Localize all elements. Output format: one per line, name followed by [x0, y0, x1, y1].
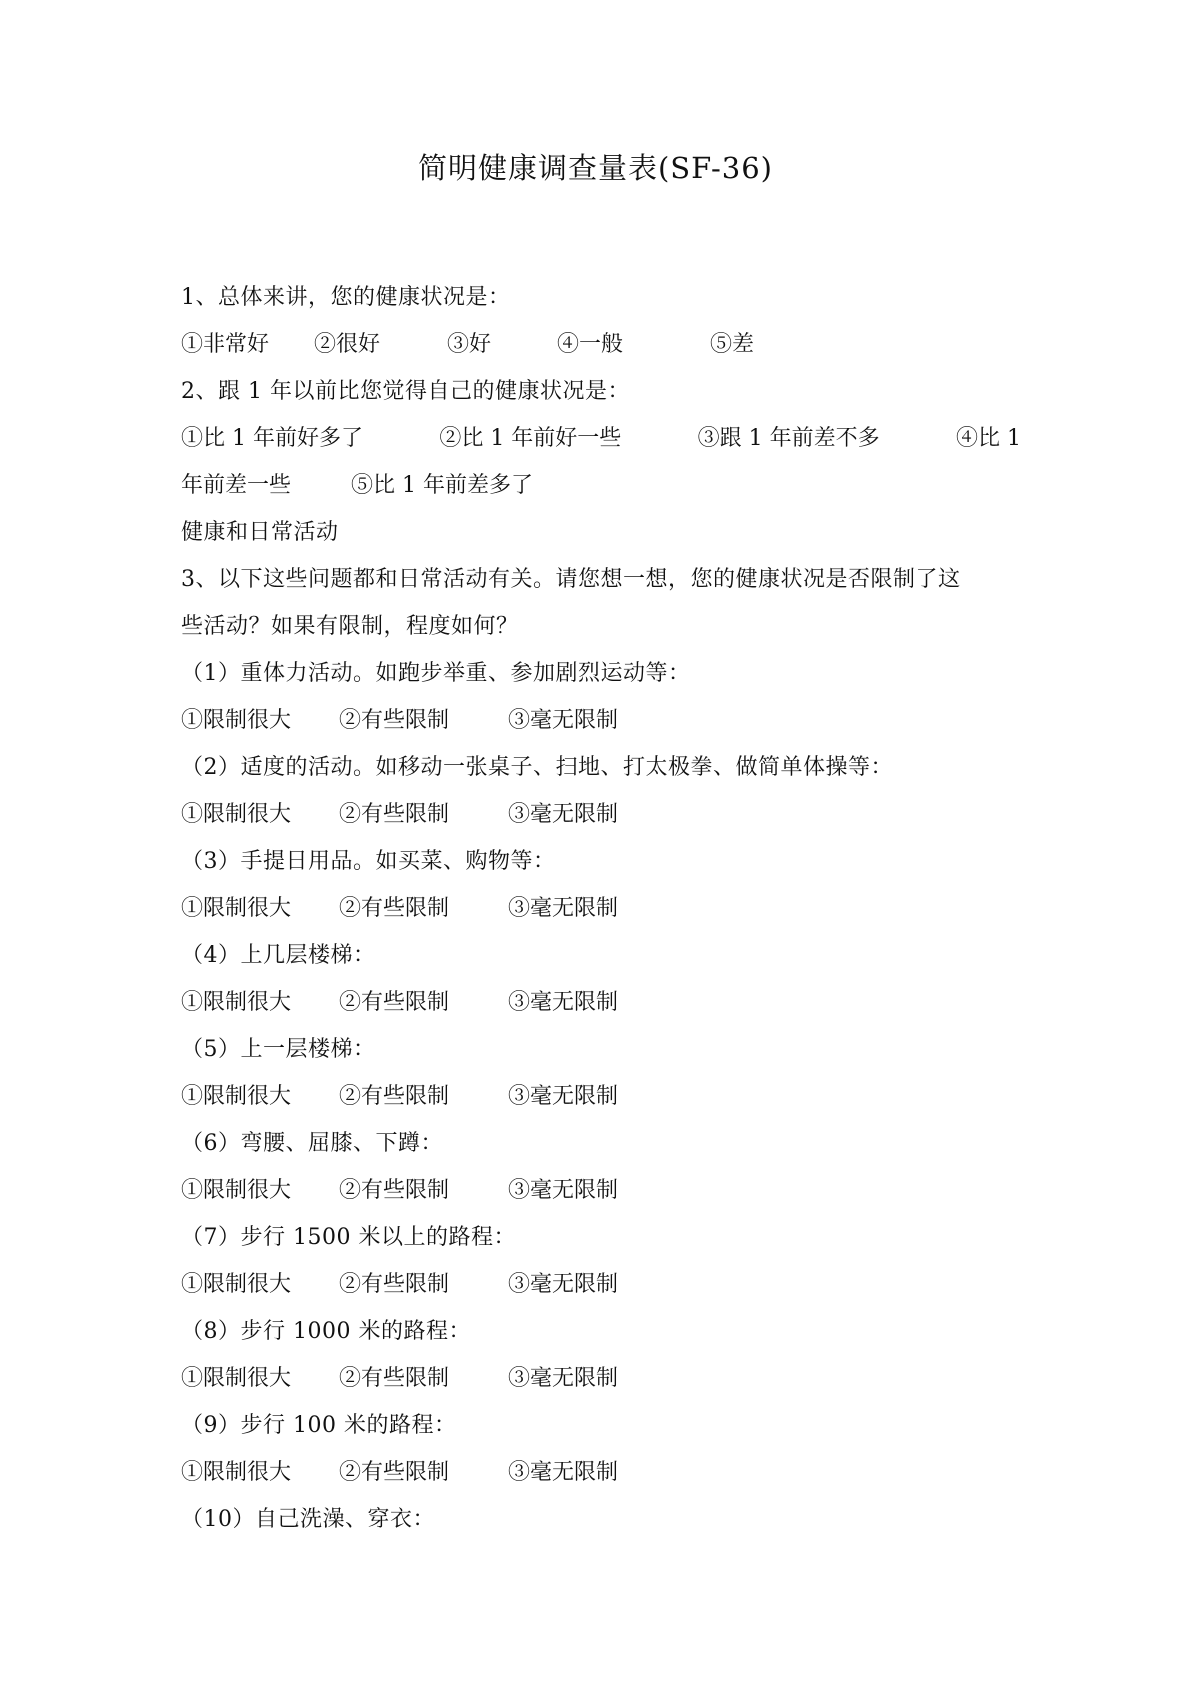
q3-item-7-label: （7）步行 1500 米以上的路程： [181, 1225, 516, 1250]
q2-option-3: ③跟 1 年前差不多 [697, 426, 880, 451]
q3-item-1-option-1: ①限制很大 [181, 708, 292, 733]
q3-item-3-label: （3）手提日用品。如买菜、购物等： [181, 849, 556, 874]
q3-item-9-option-3: ③毫无限制 [508, 1460, 619, 1485]
q2-option-2: ②比 1 年前好一些 [439, 426, 622, 451]
q2-option-4-start: ④比 1 [955, 426, 1021, 451]
q3-item-3-option-1: ①限制很大 [181, 896, 292, 921]
q3-item-2-options [181, 791, 1021, 838]
q3-item-4-label: （4）上几层楼梯： [181, 943, 376, 968]
q3-item-7-options [181, 1261, 1021, 1308]
question-1-options [181, 321, 1021, 368]
q3-item-8-option-2: ②有些限制 [339, 1366, 450, 1391]
q3-item-6-option-2: ②有些限制 [339, 1178, 450, 1203]
q1-option-1: ①非常好 [181, 332, 270, 357]
q3-item-1-options [181, 697, 1021, 744]
survey-content [181, 274, 1021, 1543]
q3-item-1-option-3: ③毫无限制 [508, 708, 619, 733]
q3-item-1-option-2: ②有些限制 [339, 708, 450, 733]
q2-option-1: ①比 1 年前好多了 [181, 426, 363, 451]
q3-item-6-option-1: ①限制很大 [181, 1178, 292, 1203]
q3-item-2-option-3: ③毫无限制 [508, 802, 619, 827]
q3-item-2-option-1: ①限制很大 [181, 802, 292, 827]
q3-item-8-option-1: ①限制很大 [181, 1366, 292, 1391]
q3-item-6-option-3: ③毫无限制 [508, 1178, 619, 1203]
q3-item-9-label: （9）步行 100 米的路程： [181, 1413, 457, 1438]
question-2-options-row-1 [181, 415, 1021, 462]
page-title: 简明健康调查量表(SF-36) [417, 151, 773, 185]
q3-item-3-option-3: ③毫无限制 [508, 896, 619, 921]
q3-item-2-option-2: ②有些限制 [339, 802, 450, 827]
q1-option-2: ②很好 [314, 332, 381, 357]
q3-item-10-label: （10）自己洗澡、穿衣： [181, 1507, 435, 1532]
q1-option-3: ③好 [447, 332, 492, 357]
q3-item-8-option-3: ③毫无限制 [508, 1366, 619, 1391]
q3-item-5-option-1: ①限制很大 [181, 1084, 292, 1109]
question-2-options-row-2 [181, 462, 1021, 509]
q3-item-4-options [181, 979, 1021, 1026]
q3-item-5-options [181, 1073, 1021, 1120]
q3-item-8-label: （8）步行 1000 米的路程： [181, 1319, 471, 1344]
q1-option-5: ⑤差 [710, 332, 755, 357]
q3-item-7-option-2: ②有些限制 [339, 1272, 450, 1297]
q3-item-2-label: （2）适度的活动。如移动一张桌子、扫地、打太极拳、做简单体操等： [181, 755, 893, 780]
question-3-line-1: 3、以下这些问题都和日常活动有关。请您想一想，您的健康状况是否限制了这 [181, 567, 961, 592]
q1-option-4: ④一般 [557, 332, 624, 357]
question-1: 1、总体来讲，您的健康状况是： [181, 285, 511, 310]
q3-item-9-option-2: ②有些限制 [339, 1460, 450, 1485]
q3-item-7-option-3: ③毫无限制 [508, 1272, 619, 1297]
q3-item-6-label: （6）弯腰、屈膝、下蹲： [181, 1131, 443, 1156]
q3-item-9-options [181, 1449, 1021, 1496]
question-3-line-2: 些活动？如果有限制，程度如何？ [181, 614, 519, 639]
question-2: 2、跟 1 年以前比您觉得自己的健康状况是： [181, 379, 630, 404]
q3-item-5-option-3: ③毫无限制 [508, 1084, 619, 1109]
q3-item-9-option-1: ①限制很大 [181, 1460, 292, 1485]
q3-item-5-option-2: ②有些限制 [339, 1084, 450, 1109]
q3-item-1-label: （1）重体力活动。如跑步举重、参加剧烈运动等： [181, 661, 691, 686]
q3-item-3-options [181, 885, 1021, 932]
q3-item-8-options [181, 1355, 1021, 1402]
q3-item-7-option-1: ①限制很大 [181, 1272, 292, 1297]
q3-item-4-option-1: ①限制很大 [181, 990, 292, 1015]
q3-item-4-option-3: ③毫无限制 [508, 990, 619, 1015]
q2-option-4-end: 年前差一些 [181, 473, 292, 498]
q3-item-5-label: （5）上一层楼梯： [181, 1037, 376, 1062]
q2-option-5: ⑤比 1 年前差多了 [351, 473, 533, 498]
section-heading: 健康和日常活动 [181, 520, 339, 545]
q3-item-3-option-2: ②有些限制 [339, 896, 450, 921]
q3-item-6-options [181, 1167, 1021, 1214]
q3-item-4-option-2: ②有些限制 [339, 990, 450, 1015]
